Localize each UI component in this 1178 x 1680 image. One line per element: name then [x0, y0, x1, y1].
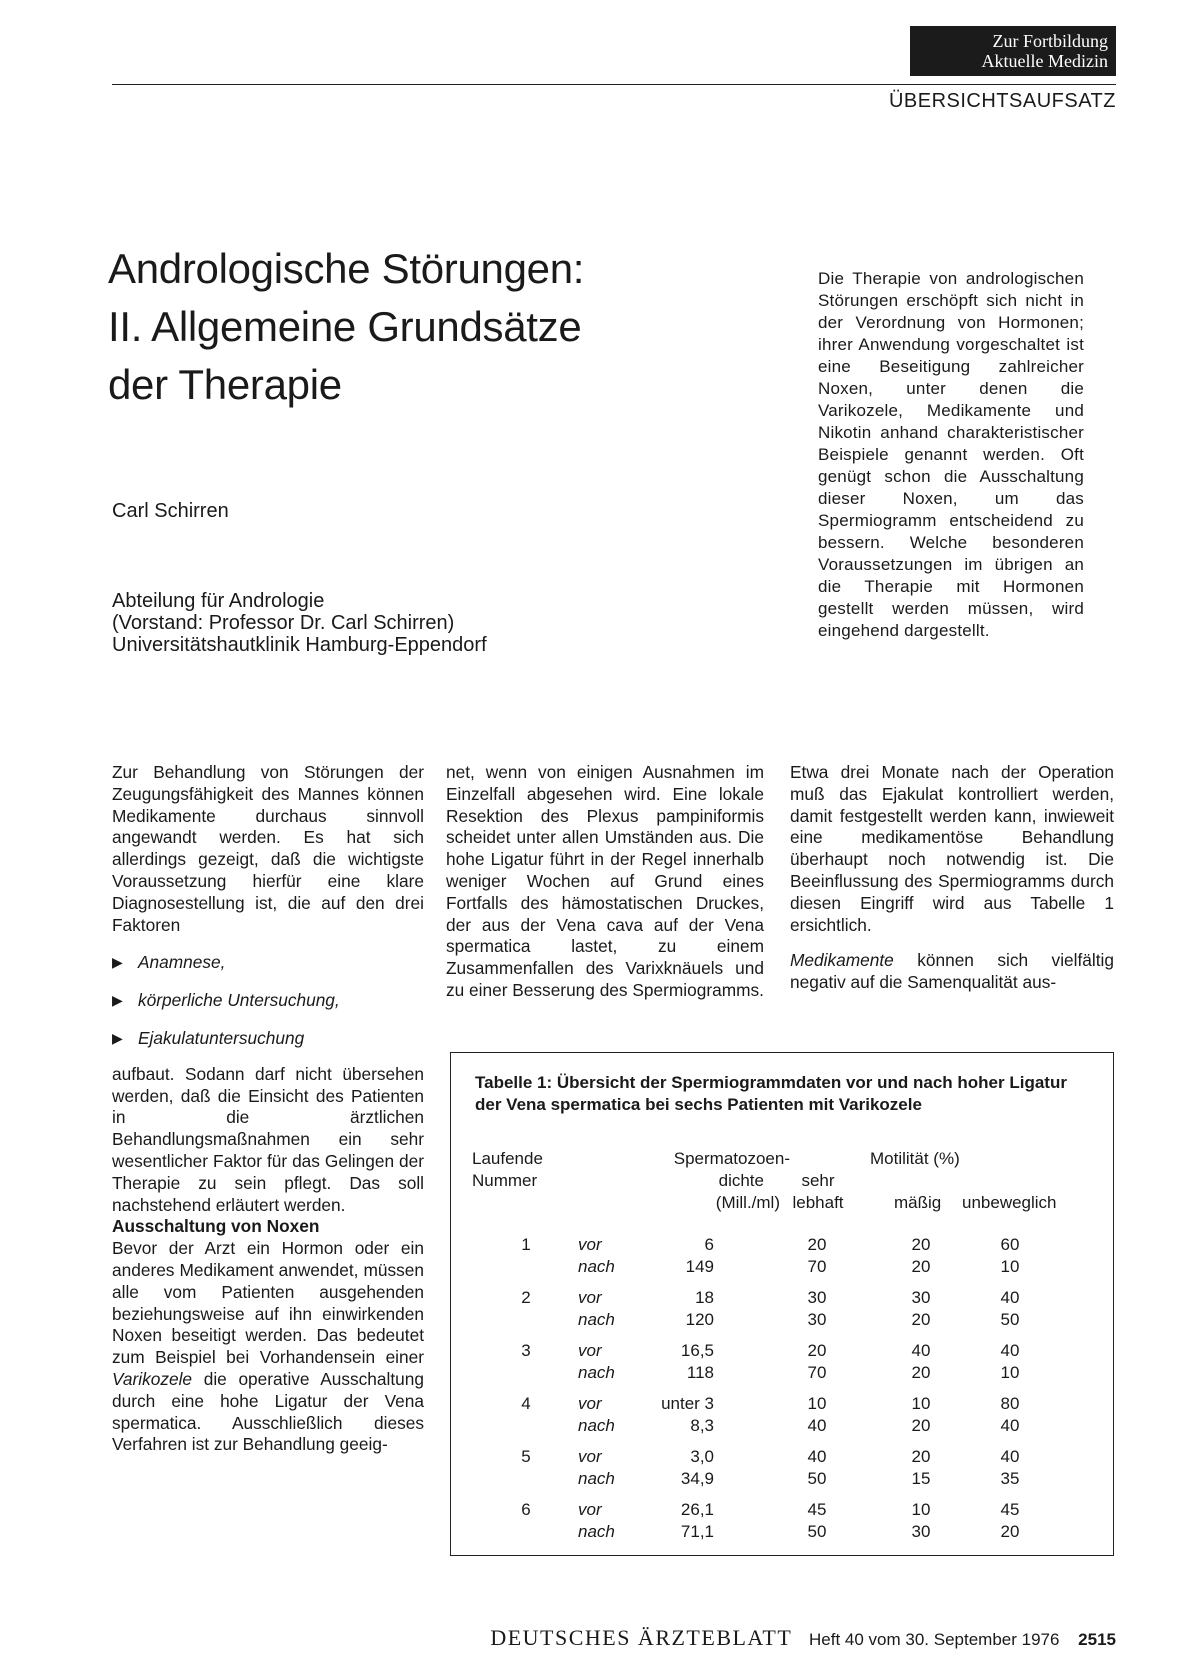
body-column-2 [446, 762, 764, 1002]
table-cell-label: vor [578, 1447, 602, 1466]
bullet-text: Anamnese, [138, 952, 226, 973]
table-cell-num: 3 [521, 1341, 531, 1360]
triangle-bullet-icon: ▶ [112, 954, 123, 971]
table-cell-maessig: 30 [911, 1288, 931, 1307]
intro-paragraph: Zur Behandlung von Störungen der Zeugungsfähigkeit des Mannes können Medikamente durchaus sinnvoll angewandt werden. Es hat sich allerdings gezeigt, daß die wichtigste Voraussetzung hierfür eine klare Diagnosestellung ist, die auf den drei Faktoren [112, 762, 424, 935]
table-cell-dichte: 8,3 [690, 1416, 714, 1435]
table-caption: Tabelle 1: Übersicht der Spermiogrammdaten vor und nach hoher Ligatur der Vena spermatica bei sechs Patienten mit Varikozele [475, 1073, 1067, 1114]
table-cell-unbeweglich: 60 [1000, 1235, 1020, 1254]
header-text: sehr [801, 1171, 835, 1190]
table-cell-lebhaft: 50 [807, 1469, 827, 1488]
table-cell-maessig: 20 [911, 1363, 931, 1382]
table-cell-dichte: 118 [686, 1363, 714, 1382]
triangle-bullet-icon: ▶ [112, 992, 123, 1009]
table-cell-lebhaft: 45 [807, 1500, 827, 1519]
header-unbeweglich: unbeweglich [962, 1193, 1057, 1212]
table-cell-unbeweglich: 40 [1000, 1447, 1020, 1466]
table-cell-maessig: 20 [911, 1416, 931, 1435]
table-cell-dichte: 3,0 [690, 1447, 714, 1466]
bullet-text: körperliche Untersuchung, [138, 990, 340, 1011]
table-cell-num: 4 [521, 1394, 531, 1413]
table-cell-lebhaft: 20 [807, 1235, 827, 1254]
table-cell-dichte: 120 [685, 1310, 714, 1329]
table-cell-label: nach [578, 1363, 615, 1382]
table-cell-unbeweglich: 40 [1000, 1416, 1020, 1435]
table-cell-label: nach [578, 1416, 615, 1435]
table-cell-num: 5 [521, 1447, 531, 1466]
table-cell-dichte: 26,1 [680, 1500, 714, 1519]
header-sehr-lebhaft [788, 1170, 848, 1214]
badge-line-1: Zur Fortbildung [992, 31, 1108, 51]
paragraph [790, 950, 1114, 994]
table-cell-label: nach [578, 1257, 615, 1276]
table-cell-dichte: 16,5 [680, 1341, 714, 1360]
table-cell-unbeweglich: 40 [1000, 1341, 1020, 1360]
table-cell-maessig: 40 [911, 1341, 931, 1360]
table-cell-dichte: 34,9 [680, 1469, 714, 1488]
text-run: Bevor der Arzt ein Hormon oder ein anderes Medikament anwendet, müssen alle vom Patienten ausgehenden beziehungsweise auf ihn einwirkenden Noxen beseitigt werden. Das bedeutet zum Beispiel bei Vorhandensein einer [112, 1238, 424, 1368]
table-cell-maessig: 10 [911, 1500, 931, 1519]
body-column-1 [112, 762, 424, 1456]
section-label: ÜBERSICHTSAUFSATZ [888, 90, 1116, 112]
header-spermatozoendichte [636, 1148, 790, 1214]
table-cell-unbeweglich: 10 [1000, 1257, 1020, 1276]
issue-info: Heft 40 vom 30. September 1976 [809, 1630, 1060, 1649]
table-cell-lebhaft: 70 [807, 1257, 827, 1276]
title-line-1: Andrologische Störungen: [108, 245, 585, 292]
table-cell-num: 6 [521, 1500, 531, 1519]
table-cell-unbeweglich: 80 [1000, 1394, 1020, 1413]
text-run: können sich vielfältig negativ auf die Samenqualität aus- [790, 950, 1114, 993]
affiliation-line-2: (Vorstand: Professor Dr. Carl Schirren) [112, 612, 455, 634]
header-text: dichte [718, 1171, 764, 1190]
table-cell-label: nach [578, 1522, 615, 1541]
table-cell-unbeweglich: 10 [1000, 1363, 1020, 1382]
table-cell-lebhaft: 30 [807, 1310, 827, 1329]
paragraph: net, wenn von einigen Ausnahmen im Einzelfall abgesehen wird. Eine lokale Resektion des Plexus pampiniformis scheidet unter allen Umständen aus. Die hohe Ligatur führt in der Regel innerhalb weniger Wochen auf Grund eines Fortfalls des hämostatischen Druckes, der aus der Vena cava auf der Vena spermatica lastet, zu einem Zusammenfallen des Varixknäuels und zu einer Besserung des Spermiogramms. [446, 762, 764, 1000]
paragraph: Etwa drei Monate nach der Operation muß das Ejakulat kontrolliert werden, damit festgestellt werden kann, inwieweit eine medikamentöse Behandlung überhaupt noch notwendig ist. Die Beeinflussung des Spermiogramms durch diesen Eingriff wird aus Tabelle 1 ersichtlich. [790, 762, 1114, 935]
header-text: Spermatozoen- [673, 1149, 790, 1168]
table-cell-unbeweglich: 20 [1000, 1522, 1020, 1541]
table-cell-label: vor [578, 1288, 602, 1307]
table-cell-label: nach [578, 1469, 615, 1488]
table-cell-maessig: 10 [911, 1394, 931, 1413]
table-cell-dichte: unter 3 [661, 1394, 714, 1413]
table-cell-lebhaft: 50 [807, 1522, 827, 1541]
table-cell-label: vor [578, 1235, 602, 1254]
author: Carl Schirren [112, 500, 229, 522]
page-number: 2515 [1078, 1630, 1116, 1649]
table-cell-unbeweglich: 45 [1000, 1500, 1020, 1519]
table-cell-label: vor [578, 1394, 602, 1413]
table-cell-num: 1 [521, 1235, 531, 1254]
affiliation-line-1: Abteilung für Andrologie [112, 590, 325, 612]
table-cell-lebhaft: 30 [807, 1288, 827, 1307]
paragraph: aufbaut. Sodann darf nicht übersehen werden, daß die Einsicht des Patienten in die ärztlichen Behandlungsmaßnahmen ein sehr wesentlicher Faktor für das Gelingen der Therapie zu sein pflegt. Das soll nachstehend erläutert werden. [112, 1063, 424, 1215]
title-line-2: II. Allgemeine Grundsätze [108, 303, 582, 350]
header-text: lebhaft [792, 1193, 844, 1212]
header-motilitaet: Motilität (%) [870, 1149, 960, 1168]
table-cell-maessig: 20 [911, 1447, 931, 1466]
header-text: (Mill./ml) [715, 1193, 780, 1212]
badge-line-2: Aktuelle Medizin [981, 51, 1108, 71]
header-maessig: mäßig [894, 1193, 942, 1212]
table-cell-num: 2 [521, 1288, 531, 1307]
emphasis-term: Varikozele [112, 1368, 193, 1389]
text-run: die operative Ausschaltung durch eine hohe Ligatur der Vena spermatica. Ausschließlich dieses Verfahren ist zur Behandlung geeig- [112, 1368, 424, 1455]
table-cell-dichte: 71,1 [680, 1522, 714, 1541]
table-cell-lebhaft: 20 [807, 1341, 827, 1360]
body-column-3 [790, 762, 1114, 994]
table-cell-unbeweglich: 35 [1000, 1469, 1020, 1488]
table-cell-maessig: 20 [911, 1235, 931, 1254]
table-cell-maessig: 30 [911, 1522, 931, 1541]
abstract: Die Therapie von andrologischen Störungen erschöpft sich nicht in der Verordnung von Hormonen; ihrer Anwendung vorgeschaltet ist eine Beseitigung zahlreicher Noxen, unter denen die Varikozele, Medikamente und Nikotin anhand charakteristischer Beispiele genannt werden. Oft genügt schon die Ausschaltung dieser Noxen, um das Spermiogramm entscheidend zu bessern. Welche besonderen Voraussetzungen im übrigen an die Therapie mit Hormonen gestellt werden müssen, wird eingehend dargestellt. [818, 269, 1084, 640]
table-cell-lebhaft: 40 [807, 1416, 827, 1435]
bullet-text: Ejakulatuntersuchung [138, 1027, 305, 1048]
table-cell-label: vor [578, 1500, 602, 1519]
table-cell-dichte: 18 [695, 1288, 714, 1307]
table-cell-label: vor [578, 1341, 602, 1360]
affiliation [112, 590, 487, 656]
table-cell-maessig: 20 [911, 1257, 931, 1276]
triangle-bullet-icon: ▶ [112, 1029, 123, 1046]
affiliation-line-3: Universitätshautklinik Hamburg-Eppendorf [112, 634, 487, 656]
table-cell-label: nach [578, 1310, 615, 1329]
header-rule [112, 84, 1116, 85]
bullet-item [112, 952, 424, 974]
title-line-3: der Therapie [108, 361, 342, 408]
header-text: Nummer [472, 1171, 538, 1190]
header-laufende-nummer [472, 1148, 543, 1192]
header-text: Laufende [472, 1149, 543, 1168]
paragraph [112, 1238, 424, 1456]
table-cell-dichte: 6 [704, 1235, 714, 1254]
article-title [108, 240, 748, 414]
bullet-item [112, 990, 424, 1012]
bullet-item [112, 1028, 424, 1050]
table-cell-dichte: 149 [685, 1257, 714, 1276]
table-cell-lebhaft: 40 [807, 1447, 827, 1466]
journal-name: DEUTSCHES ÄRZTEBLATT [490, 1625, 793, 1650]
section-badge [910, 26, 1116, 76]
table-cell-lebhaft: 10 [807, 1394, 827, 1413]
page-footer [490, 1625, 1116, 1651]
section-heading: Ausschaltung von Noxen [112, 1216, 320, 1237]
table-cell-maessig: 20 [911, 1310, 931, 1329]
emphasis-term: Medikamente [790, 950, 894, 971]
table-cell-unbeweglich: 50 [1000, 1310, 1020, 1329]
table-cell-maessig: 15 [911, 1469, 931, 1488]
table-cell-lebhaft: 70 [807, 1363, 827, 1382]
table-cell-unbeweglich: 40 [1000, 1288, 1020, 1307]
